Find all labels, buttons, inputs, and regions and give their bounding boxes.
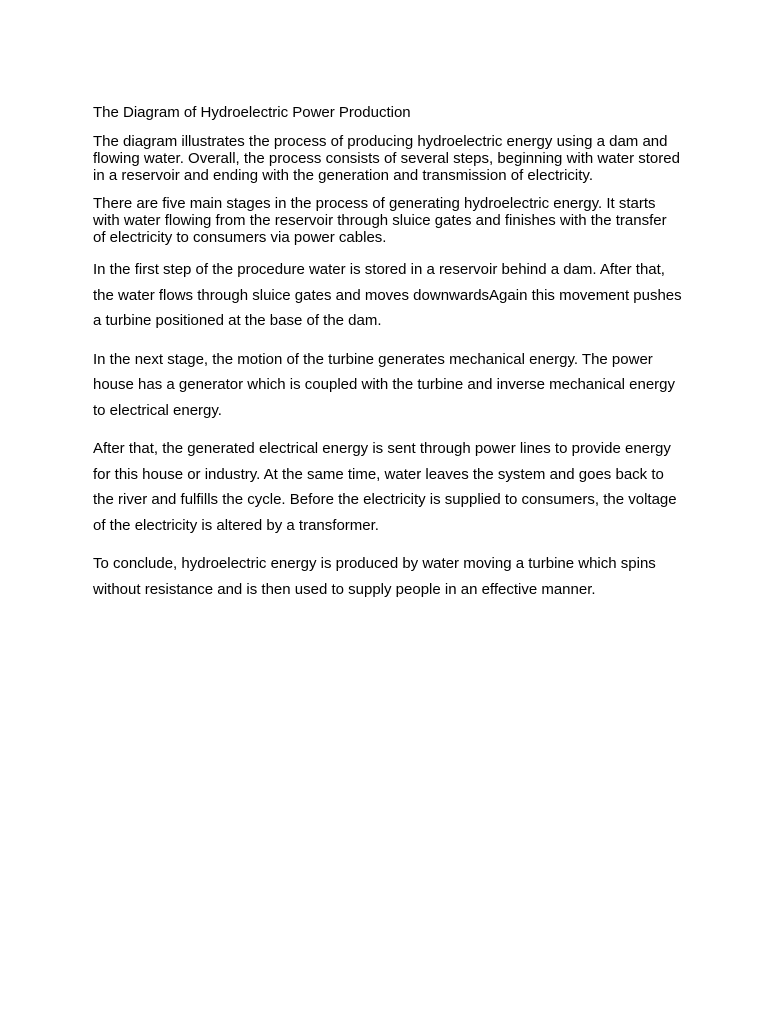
paragraph-introduction: The diagram illustrates the process of producing hydroelectric energy using a dam and flowing water. Overall, the process consists of several steps, beginning with water stored in a reservoir and ending with the generation and transmission of electricity.	[93, 133, 680, 184]
paragraph-first-step: In the first step of the procedure water is stored in a reservoir behind a dam. After that, the water flows through sluice gates and moves downwardsAgain this movement pushes a turbine positioned at the base of the dam.	[93, 261, 682, 329]
paragraph-next-stage: In the next stage, the motion of the turbine generates mechanical energy. The power house has a generator which is coupled with the turbine and inverse mechanical energy to electrical energy.	[93, 350, 676, 419]
document-title: The Diagram of Hydroelectric Power Production	[93, 104, 411, 121]
document-body	[93, 103, 683, 615]
paragraph-transmission: After that, the generated electrical energy is sent through power lines to provide energy for this house or industry. At the same time, water leaves the system and goes back to the river and fulfills the cycle. Before the electricity is supplied to consumers, the voltage of the electricity is altered by a transformer.	[93, 440, 677, 534]
paragraph-conclusion: To conclude, hydroelectric energy is produced by water moving a turbine which spins without resistance and is then used to supply people in an effective manner.	[93, 555, 656, 598]
paragraph-overview: There are five main stages in the process of generating hydroelectric energy. It starts with water flowing from the reservoir through sluice gates and finishes with the transfer of electricity to consumers via power cables.	[93, 195, 667, 246]
